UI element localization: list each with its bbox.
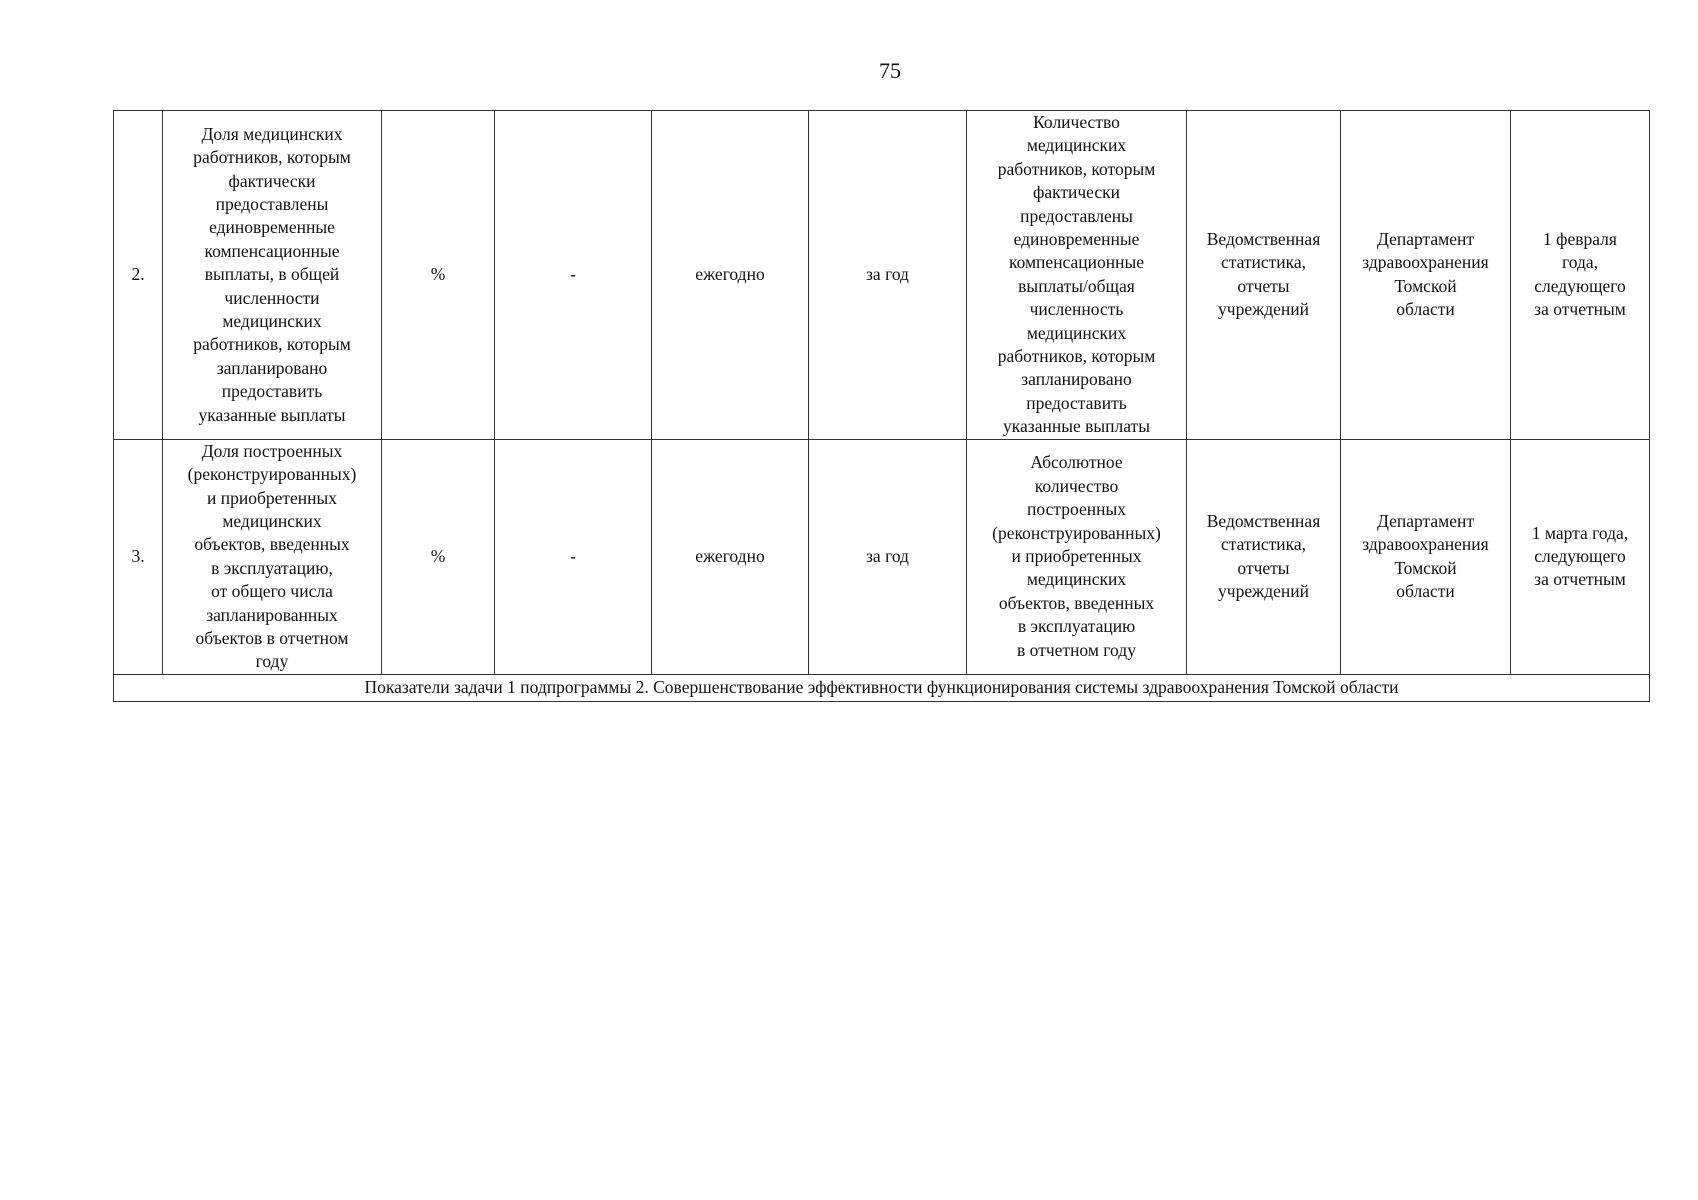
periodicity-cell: ежегодно: [652, 439, 809, 674]
unit-cell: %: [382, 439, 495, 674]
section-title-row: [114, 674, 1650, 701]
table-row: [114, 111, 1650, 440]
indicator-name-cell: Доля медицинских работников, которым фактически предоставлены единовременные компенсационные выплаты, в общей численности медицинских работников, которым запланировано предоставить указанные выплаты: [163, 111, 382, 440]
deadline-cell: 1 февраля года, следующего за отчетным: [1511, 111, 1650, 440]
indicators-table: [113, 110, 1650, 702]
method-cell: Абсолютное количество построенных (реконструированных) и приобретенных медицинских объектов, введенных в эксплуатацию в отчетном году: [967, 439, 1187, 674]
responsible-cell: Департамент здравоохранения Томской области: [1341, 111, 1511, 440]
indicator-name-cell: Доля построенных (реконструированных) и приобретенных медицинских объектов, введенных в эксплуатацию, от общего числа запланированных объектов в отчетном году: [163, 439, 382, 674]
interval-cell: за год: [809, 111, 967, 440]
table-row: [114, 439, 1650, 674]
source-cell: Ведомственная статистика, отчеты учреждений: [1187, 439, 1341, 674]
deadline-cell: 1 марта года, следующего за отчетным: [1511, 439, 1650, 674]
dash-cell: -: [495, 111, 652, 440]
source-cell: Ведомственная статистика, отчеты учреждений: [1187, 111, 1341, 440]
row-number-cell: 3.: [114, 439, 163, 674]
dash-cell: -: [495, 439, 652, 674]
page-number: 75: [879, 58, 901, 83]
row-number-cell: 2.: [114, 111, 163, 440]
unit-cell: %: [382, 111, 495, 440]
method-cell: Количество медицинских работников, которым фактически предоставлены единовременные компенсационные выплаты/общая численность медицинских работников, которым запланировано предоставить указанные выплаты: [967, 111, 1187, 440]
section-title: Показатели задачи 1 подпрограммы 2. Совершенствование эффективности функционирования системы здравоохранения Томской области: [114, 674, 1650, 701]
periodicity-cell: ежегодно: [652, 111, 809, 440]
responsible-cell: Департамент здравоохранения Томской области: [1341, 439, 1511, 674]
interval-cell: за год: [809, 439, 967, 674]
